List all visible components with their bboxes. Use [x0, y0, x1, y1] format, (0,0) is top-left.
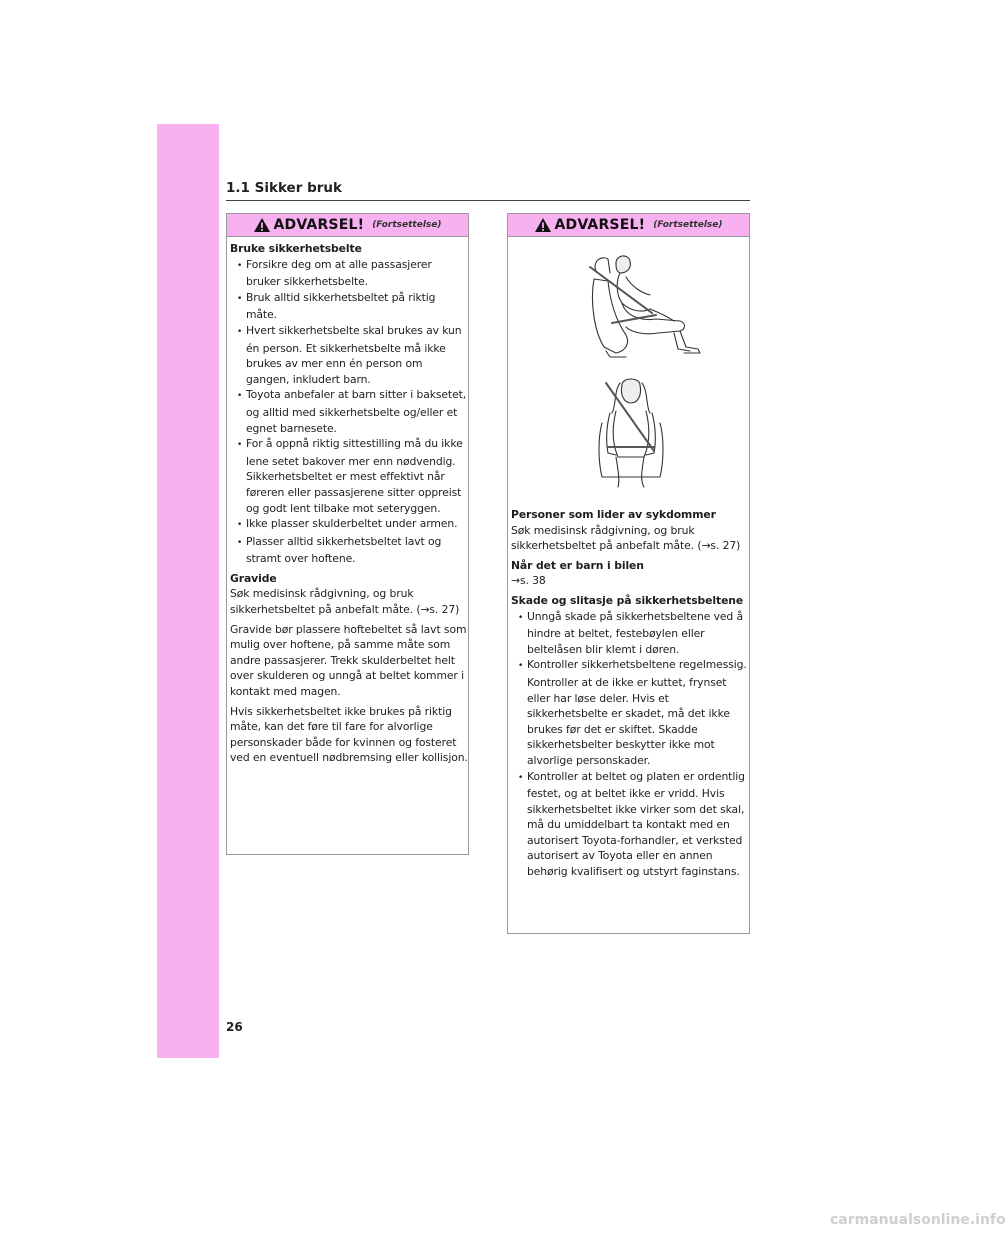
seated-pregnant-woman-side-view-icon [586, 251, 712, 363]
bullet-list [230, 257, 468, 567]
paragraph: →s. 38 [511, 574, 546, 588]
bullet-list [511, 609, 749, 880]
warning-triangle-icon [253, 217, 271, 233]
warning-subtitle: (Fortsettelse) [372, 220, 442, 230]
section-title: 1.1 Sikker bruk [226, 178, 750, 201]
list-item: • Bruk alltid sikkerhetsbeltet på riktig måte. [230, 290, 468, 323]
warning-title: ADVARSEL! [554, 217, 646, 233]
warning-content [508, 497, 749, 880]
list-item: • Hvert sikkerhetsbelte skal brukes av kun én person. Et sikkerhetsbelte må ikke brukes av mer enn én person om gangen, inkludert barn. [230, 323, 468, 387]
watermark: carmanualsonline.info [830, 1212, 1006, 1228]
warning-content [227, 237, 468, 766]
subsection-title: Personer som lider av sykdommer [511, 508, 716, 521]
chapter-side-tab [157, 124, 219, 1058]
list-item: • Forsikre deg om at alle passasjerer bruker sikkerhetsbelte. [230, 257, 468, 290]
subsection-title: Skade og slitasje på sikkerhetsbeltene [511, 593, 744, 607]
illustration-area [508, 237, 749, 497]
list-item: • Ikke plasser skulderbeltet under armen. [230, 516, 468, 534]
paragraph: Hvis sikkerhetsbeltet ikke brukes på riktig måte, kan det føre til fare for alvorlige personskader både for kvinnen og fosteret ved en eventuell nødbremsing eller kollisjon. [230, 704, 468, 765]
paragraph: Søk medisinsk rådgivning, og bruk sikkerhetsbeltet på anbefalt måte. (→s. 27) [230, 587, 460, 617]
subsection-title: Gravide [230, 571, 277, 585]
warning-box-left [226, 213, 469, 855]
list-item: • Unngå skade på sikkerhetsbeltene ved å hindre at beltet, festebøylen eller beltelåsen blir klemt i døren. [511, 609, 749, 658]
list-item: • Plasser alltid sikkerhetsbeltet lavt og stramt over hoftene. [230, 534, 468, 567]
list-item: • For å oppnå riktig sittestilling må du ikke lene setet bakover mer enn nødvendig. Sikkerhetsbeltet er mest effektivt når føreren eller passasjerene sitter oppreist og godt lent tilbake mot seteryggen. [230, 436, 468, 516]
warning-title: ADVARSEL! [273, 217, 365, 233]
seated-pregnant-woman-front-view-icon [596, 377, 666, 489]
page-number: 26 [226, 1020, 243, 1034]
paragraph: Gravide bør plassere hoftebeltet så lavt som mulig over hoftene, på samme måte som andre passasjerer. Trekk skulderbeltet helt over skulderen og unngå at beltet kommer i kontakt med magen. [230, 622, 467, 699]
list-item: • Toyota anbefaler at barn sitter i baksetet, og alltid med sikkerhetsbelte og/eller et egnet barnesete. [230, 387, 468, 436]
warning-header [508, 214, 749, 237]
subsection-title: Bruke sikkerhetsbelte [230, 242, 362, 255]
warning-header [227, 214, 468, 237]
subsection-title: Når det er barn i bilen [511, 558, 644, 572]
paragraph: Søk medisinsk rådgivning, og bruk sikkerhetsbeltet på anbefalt måte. (→s. 27) [511, 523, 741, 553]
warning-box-right [507, 213, 750, 934]
warning-subtitle: (Fortsettelse) [653, 220, 723, 230]
list-item: • Kontroller at beltet og platen er ordentlig festet, og at beltet ikke er vridd. Hvis sikkerhetsbeltet ikke virker som det skal, må du umiddelbart ta kontakt med en autorisert Toyota-forhandler, et verksted autorisert av Toyota eller en annen behørig kvalifisert og utstyrt faginstans. [511, 769, 749, 880]
warning-triangle-icon [534, 217, 552, 233]
list-item: • Kontroller sikkerhetsbeltene regelmessig. Kontroller at de ikke er kuttet, frynset eller har løse deler. Hvis et sikkerhetsbelte er skadet, må det ikke brukes før det er skiftet. Skadde sikkerhetsbelter beskytter ikke mot alvorlige personskader. [511, 657, 749, 768]
